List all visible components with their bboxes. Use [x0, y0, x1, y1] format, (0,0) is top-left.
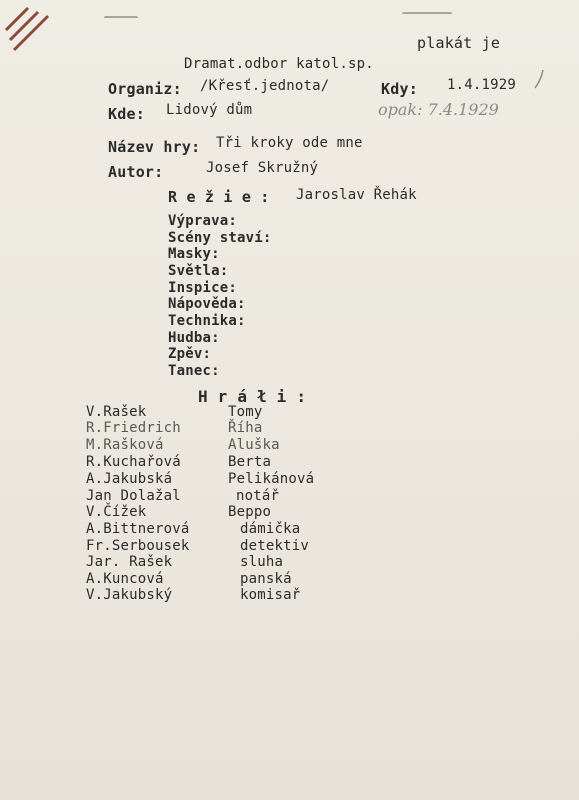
- crew-role-svetla: Světla:: [168, 263, 229, 279]
- cast-actor: Jan Dolažal: [86, 488, 181, 504]
- cast-heading: H r á ł i :: [198, 387, 307, 406]
- cast-actor: V.Jakubský: [86, 587, 173, 603]
- where-label: Kde:: [108, 105, 145, 123]
- cast-role: Berta: [228, 454, 272, 470]
- director-label: R e ž i e :: [168, 188, 270, 206]
- crew-role-napoveda: Nápověda:: [168, 296, 246, 312]
- crew-role-masky: Masky:: [168, 246, 220, 262]
- crew-role-inspice: Inspice:: [168, 280, 238, 296]
- author-value: Josef Skružný: [206, 160, 319, 176]
- cast-actor: A.Jakubská: [86, 471, 173, 487]
- crew-role-tanec: Tanec:: [168, 363, 220, 379]
- org-value: /Křesť.jednota/: [200, 78, 330, 94]
- cast-role: dámička: [240, 521, 301, 537]
- cast-role: notář: [236, 488, 280, 504]
- cast-actor: R.Kuchařová: [86, 454, 181, 470]
- director-value: Jaroslav Řehák: [296, 187, 417, 203]
- where-value: Lidový dům: [166, 102, 253, 118]
- cast-role: panská: [240, 571, 292, 587]
- title-value: Tři kroky ode mne: [216, 135, 363, 151]
- cast-role: sluha: [240, 554, 284, 570]
- cast-role: Beppo: [228, 504, 272, 520]
- crew-role-sceny: Scény staví:: [168, 230, 272, 246]
- cast-role: detektiv: [240, 538, 310, 554]
- cast-role: komisař: [240, 587, 301, 603]
- cast-role: Tomy: [228, 404, 263, 420]
- when-value: 1.4.1929: [447, 77, 517, 93]
- poster-note: plakát je: [417, 34, 501, 52]
- cast-actor: A.Bittnerová: [86, 521, 190, 537]
- cast-role: Aluška: [228, 437, 280, 453]
- repeat-note-handwritten: opak: 7.4.1929: [378, 100, 499, 119]
- cast-role: Pelikánová: [228, 471, 315, 487]
- staple-mark-right: [402, 12, 452, 18]
- cast-role: Říha: [228, 420, 263, 436]
- when-label: Kdy:: [381, 80, 418, 98]
- cast-actor: Fr.Serbousek: [86, 538, 190, 554]
- crew-role-vyprava: Výprava:: [168, 213, 238, 229]
- cast-actor: V.Čížek: [86, 504, 147, 520]
- cast-actor: M.Rašková: [86, 437, 164, 453]
- pencil-tick-mark: [533, 68, 547, 90]
- title-label: Název hry:: [108, 138, 201, 156]
- red-slash-marks: [4, 6, 50, 52]
- crew-role-hudba: Hudba:: [168, 330, 220, 346]
- cast-actor: R.Friedrich: [86, 420, 181, 436]
- cast-actor: A.Kuncová: [86, 571, 164, 587]
- crew-role-technika: Technika:: [168, 313, 246, 329]
- staple-mark-left: [104, 16, 138, 22]
- author-label: Autor:: [108, 163, 164, 181]
- crew-role-zpev: Zpěv:: [168, 346, 212, 362]
- cast-actor: V.Rašek: [86, 404, 147, 420]
- organizer-header: Dramat.odbor katol.sp.: [184, 56, 374, 72]
- org-label: Organiz:: [108, 80, 182, 98]
- cast-actor: Jar. Rašek: [86, 554, 173, 570]
